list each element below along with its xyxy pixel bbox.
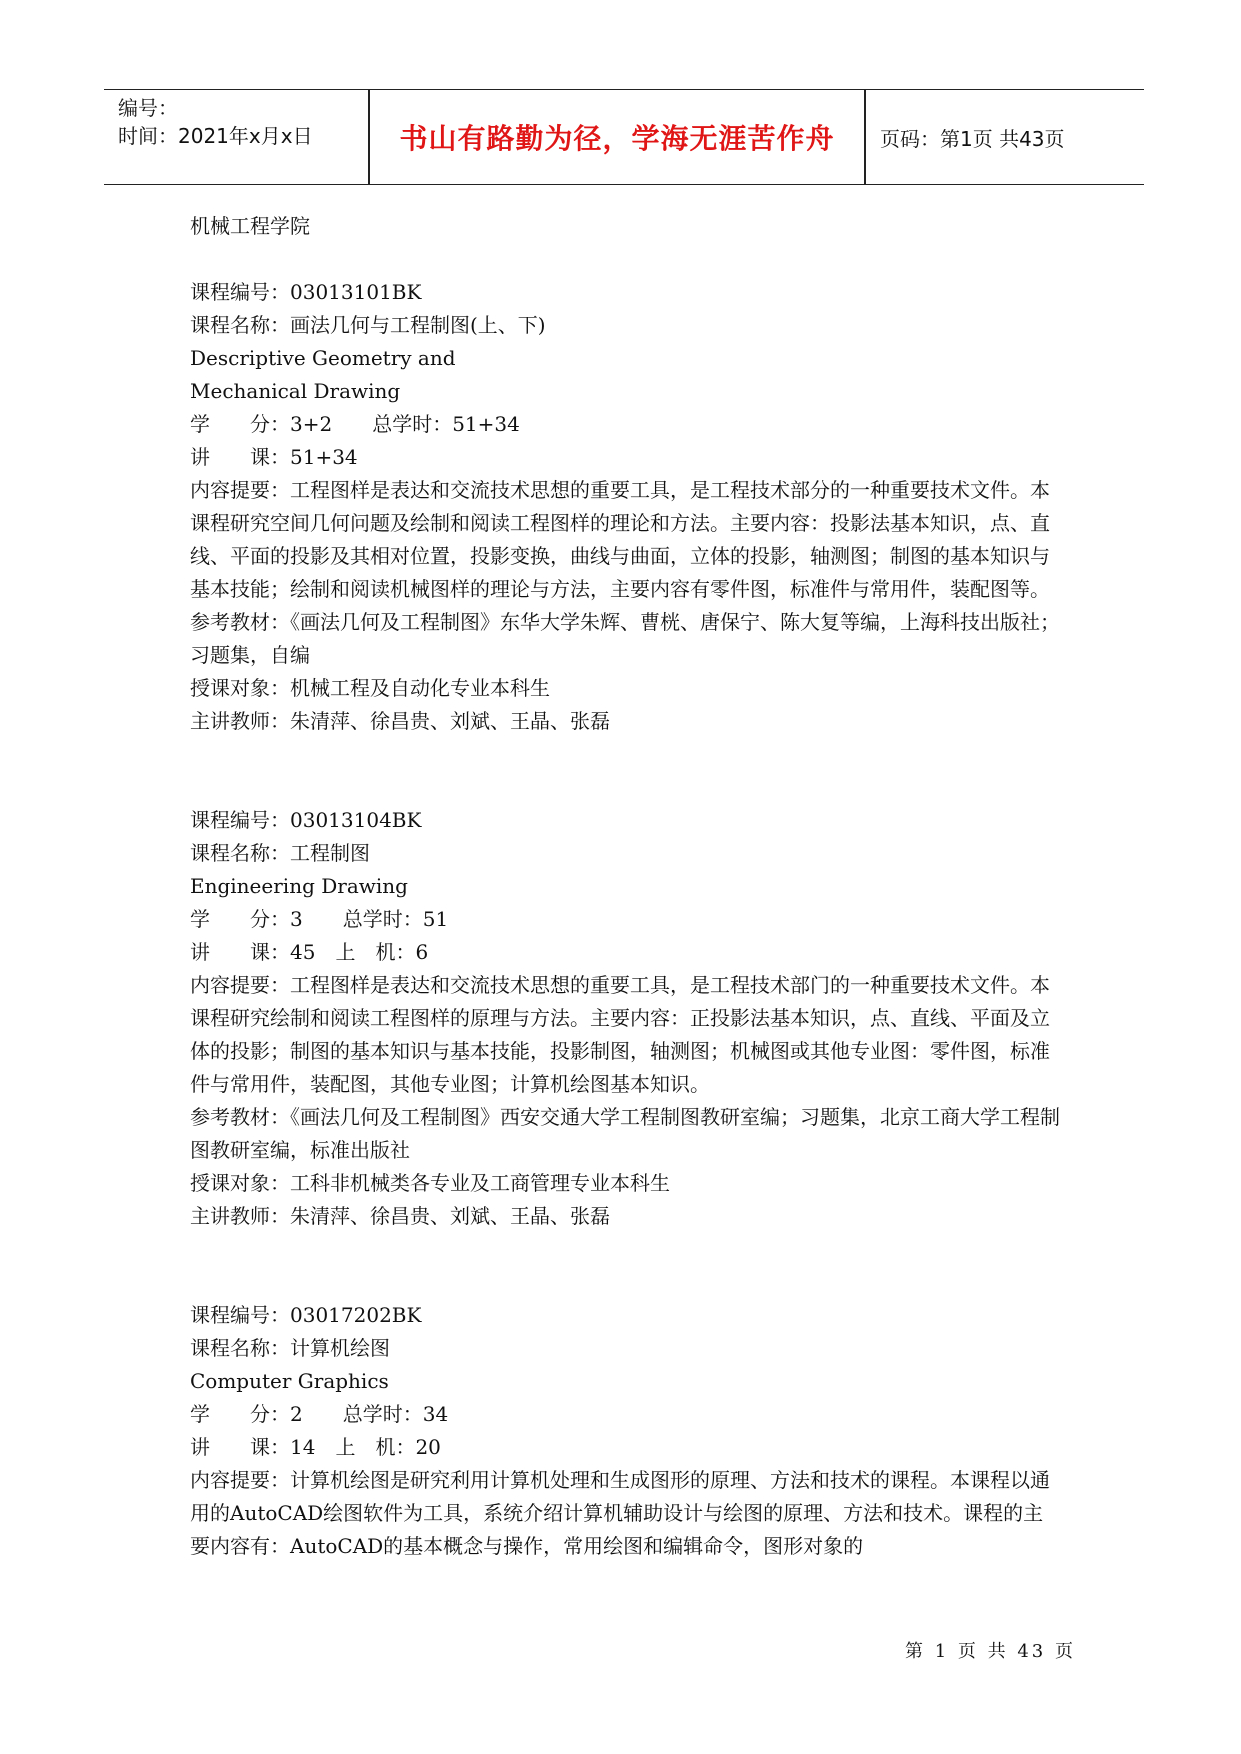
course-english-name: Computer Graphics — [190, 1369, 389, 1393]
course-audience: 授课对象：工科非机械类各专业及工商管理专业本科生 — [190, 1171, 670, 1195]
course-code: 课程编号：03017202BK — [190, 1303, 422, 1327]
header-page-label: 页码：第1页 共43页 — [880, 126, 1065, 151]
course-lecture-hours: 讲 课：14 上 机：20 — [190, 1435, 441, 1459]
school-name: 机械工程学院 — [190, 214, 310, 238]
course-entry — [190, 804, 1060, 1233]
header-time-label: 时间：2021年x月x日 — [118, 124, 313, 148]
course-textbook: 参考教材：《画法几何及工程制图》西安交通大学工程制图教研室编；习题集，北京工商大学工程制图教研室编，标准出版社 — [190, 1105, 1060, 1162]
course-english-name: Engineering Drawing — [190, 874, 408, 898]
course-credits: 学 分：3 总学时：51 — [190, 907, 449, 931]
course-teachers: 主讲教师：朱清萍、徐昌贵、刘斌、王晶、张磊 — [190, 709, 610, 733]
page-footer: 第 1 页 共 43 页 — [905, 1641, 1076, 1662]
course-summary: 内容提要：工程图样是表达和交流技术思想的重要工具，是工程技术部门的一种重要技术文件。本课程研究绘制和阅读工程图样的原理与方法。主要内容：正投影法基本知识，点、直线、平面及立体的投影；制图的基本知识与基本技能，投影制图，轴测图；机械图或其他专业图：零件图，标准件与常用件，装配图，其他专业图；计算机绘图基本知识。 — [190, 973, 1050, 1096]
course-teachers: 主讲教师：朱清萍、徐昌贵、刘斌、王晶、张磊 — [190, 1204, 610, 1228]
course-name: 课程名称：工程制图 — [190, 841, 370, 865]
course-code: 课程编号：03013104BK — [190, 808, 422, 832]
header-left — [118, 90, 368, 184]
page-header — [104, 89, 1144, 185]
header-right — [866, 90, 1158, 184]
header-middle — [370, 90, 864, 184]
course-entry — [190, 1299, 1060, 1563]
course-credits: 学 分：2 总学时：34 — [190, 1402, 449, 1426]
course-summary: 内容提要：计算机绘图是研究利用计算机处理和生成图形的原理、方法和技术的课程。本课程以通用的AutoCAD绘图软件为工具，系统介绍计算机辅助设计与绘图的原理、方法和技术。课程的主要内容有：AutoCAD的基本概念与操作，常用绘图和编辑命令，图形对象的 — [190, 1468, 1050, 1558]
course-audience: 授课对象：机械工程及自动化专业本科生 — [190, 676, 550, 700]
course-summary: 内容提要：工程图样是表达和交流技术思想的重要工具，是工程技术部分的一种重要技术文件。本课程研究空间几何问题及绘制和阅读工程图样的理论和方法。主要内容：投影法基本知识，点、直线、平面的投影及其相对位置，投影变换，曲线与曲面，立体的投影，轴测图；制图的基本知识与基本技能；绘制和阅读机械图样的理论与方法，主要内容有零件图，标准件与常用件，装配图等。 — [190, 478, 1050, 601]
course-entry — [190, 276, 1060, 738]
course-name: 课程名称：画法几何与工程制图(上、下) — [190, 313, 546, 337]
course-textbook: 参考教材：《画法几何及工程制图》东华大学朱辉、曹桄、唐保宁、陈大复等编，上海科技出版社；习题集，自编 — [190, 610, 1060, 667]
document-body — [190, 210, 1060, 1563]
course-lecture-hours: 讲 课：51+34 — [190, 445, 358, 469]
course-name: 课程名称：计算机绘图 — [190, 1336, 390, 1360]
course-english-name: Descriptive Geometry and — [190, 346, 456, 370]
header-motto: 书山有路勤为径，学海无涯苦作舟 — [399, 122, 835, 155]
course-credits: 学 分：3+2 总学时：51+34 — [190, 412, 520, 436]
course-code: 课程编号：03013101BK — [190, 280, 422, 304]
course-english-name: Mechanical Drawing — [190, 379, 401, 403]
course-lecture-hours: 讲 课：45 上 机：6 — [190, 940, 429, 964]
header-number-label: 编号： — [118, 96, 178, 120]
